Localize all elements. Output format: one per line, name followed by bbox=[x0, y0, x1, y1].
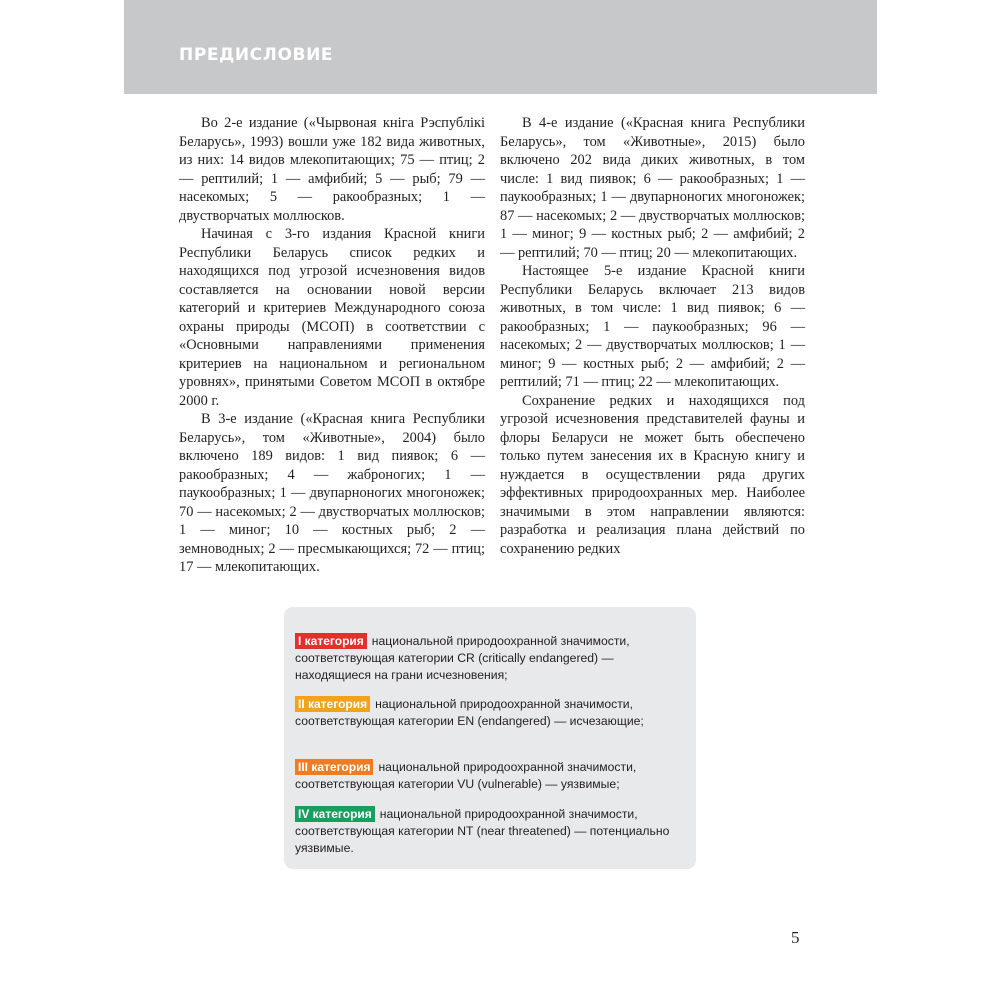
left-column bbox=[179, 114, 485, 577]
category-legend bbox=[284, 607, 696, 869]
paragraph-5th-edition: Настоящее 5-е издание Красной книги Республики Беларусь включает 213 видов животных, в том числе: 1 вид пиявок; 6 — ракообразных; 1 — паукообразных; 96 — насекомых; 2 — двустворчатых моллюсков; 1 — миног; 9 — костных рыб; 2 — амфибий; 2 — рептилий; 71 — птиц; 22 — млекопитающих. bbox=[500, 263, 805, 390]
category-4-description: национальной природоохранной значимости, соответствующая категории NT (near threatened) — потенциально уязвимые. bbox=[295, 807, 670, 855]
page-title: ПРЕДИСЛОВИЕ bbox=[179, 45, 334, 65]
legend-item-category-1 bbox=[295, 633, 675, 684]
paragraph-iucn-criteria: Начиная с 3-го издания Красной книги Республики Беларусь список редких и находящихся под угрозой исчезновения видов составляется на основании новой версии категорий и критериев Международного союза охраны природы (МСОП) в соответствии с «Основными направлениями применения критериев на национальном и региональном уровнях», принятыми Советом МСОП в октябре 2000 г. bbox=[179, 226, 485, 409]
legend-item-category-3 bbox=[295, 759, 675, 793]
category-4-badge: IV категория bbox=[295, 806, 375, 822]
legend-item-category-4 bbox=[295, 806, 675, 857]
category-2-badge: II категория bbox=[295, 696, 370, 712]
paragraph-conservation: Сохранение редких и находящихся под угрозой исчезновения представителей фауны и флоры Беларуси не может быть обеспечено только путем занесения их в Красную книгу и нуждается в осуществлении ряда других эффективных природоохранных мер. Наиболее значимыми в этом направлении являются: разработка и реализация плана действий по сохранению редких bbox=[500, 392, 805, 557]
paragraph-2nd-edition: Во 2-е издание («Чырвоная кніга Рэспублікі Беларусь», 1993) вошли уже 182 вида животных, из них: 14 видов млекопитающих; 75 — птиц; 2 — рептилий; 1 — амфибий; 5 — рыб; 79 — насекомых; 5 — ракообразных; 1 — двустворчатых моллюсков. bbox=[179, 115, 485, 224]
category-3-description: национальной природоохранной значимости, соответствующая категории VU (vulnerable) — уязвимые; bbox=[295, 760, 637, 791]
category-2-description: национальной природоохранной значимости, соответствующая категории EN (endangered) — исчезающие; bbox=[295, 697, 644, 728]
right-column bbox=[500, 114, 805, 558]
page-number: 5 bbox=[791, 928, 800, 947]
category-1-badge: I категория bbox=[295, 633, 367, 649]
paragraph-4th-edition: В 4-е издание («Красная книга Республики Беларусь», том «Животные», 2015) было включено 202 вида диких животных, в том числе: 1 вид пиявок; 6 — ракообразных; 1 — паукообразных; 1 — двупарноногих многоножек; 87 — насекомых; 2 — двустворчатых моллюсков; 1 — миног; 9 — костных рыб; 2 — амфибий; 2 — рептилий; 70 — птиц; 20 — млекопитающих. bbox=[500, 115, 805, 261]
paragraph-3rd-edition: В 3-е издание («Красная книга Республики Беларусь», том «Животные», 2004) было включено 189 видов: 1 вид пиявок; 6 — ракообразных; 4 — жаброногих; 1 — паукообразных; 1 — двупарноногих многоножек; 70 — насекомых; 2 — двустворчатых моллюсков; 1 — миног; 10 — костных рыб; 2 — земноводных; 2 — пресмыкающихся; 72 — птиц; 17 — млекопитающих. bbox=[179, 411, 485, 575]
category-1-description: национальной природоохранной значимости, соответствующая категории CR (critically endangered) — находящиеся на грани исчезновения; bbox=[295, 634, 630, 682]
legend-item-category-2 bbox=[295, 696, 675, 730]
category-3-badge: III категория bbox=[295, 759, 373, 775]
